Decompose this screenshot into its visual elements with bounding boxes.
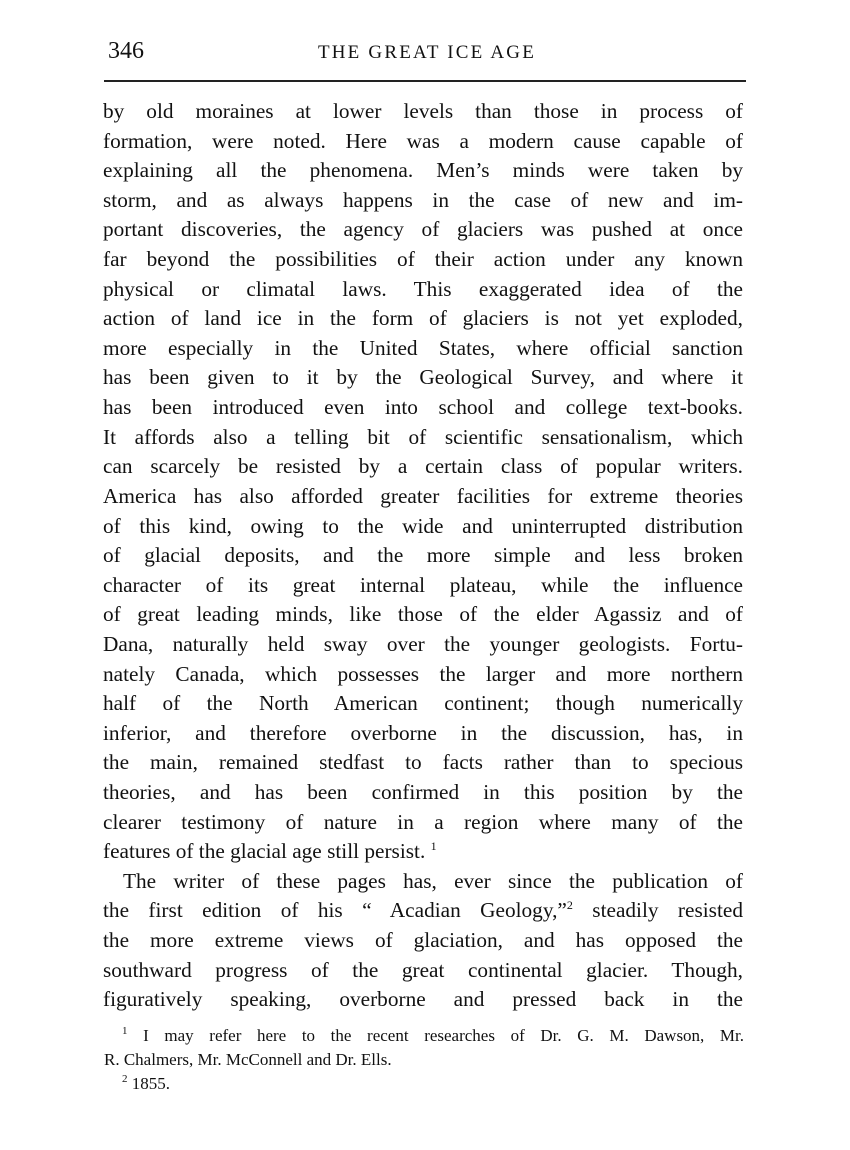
text-line: has been given to it by the Geological Survey, and where it — [103, 365, 743, 390]
text-segment: steadily resisted — [592, 898, 743, 923]
text-line: Dana, naturally held sway over the younger geologists. Fortu- — [103, 631, 743, 656]
page-number: 346 — [108, 38, 144, 64]
page-header — [108, 36, 746, 76]
footnote-marker: 1 — [122, 1025, 128, 1037]
text-line: explaining all the phenomena. Men’s minds were taken by — [103, 158, 743, 183]
text-line: can scarcely be resisted by a certain class of popular writers. — [103, 454, 743, 479]
text-line: the more extreme views of glaciation, and has opposed the — [103, 928, 743, 953]
text-line: has been introduced even into school and college text-books. — [103, 395, 743, 420]
footnotes — [104, 1024, 744, 1096]
running-title: THE GREAT ICE AGE — [317, 42, 537, 63]
footnote-text: I may refer here to the recent researches of Dr. G. M. Dawson, Mr. — [143, 1026, 745, 1045]
text-line: far beyond the possibilities of their action under any known — [103, 247, 743, 272]
text-line: nately Canada, which possesses the larger and more northern — [103, 661, 743, 686]
text-line: of great leading minds, like those of the elder Agassiz and of — [103, 602, 743, 627]
text-line: half of the North American continent; though numerically — [103, 691, 743, 716]
footnote-ref[interactable]: 2 — [566, 898, 573, 913]
footnote-1 — [104, 1024, 744, 1048]
footnote-1-continued: R. Chalmers, Mr. McConnell and Dr. Ells. — [104, 1050, 392, 1069]
text-line: It affords also a telling bit of scientific sensationalism, which — [103, 424, 743, 449]
text-line: clearer testimony of nature in a region where many of the — [103, 809, 743, 834]
body-text — [103, 97, 743, 1015]
text-line — [103, 896, 743, 926]
text-line: more especially in the United States, where official sanction — [103, 335, 743, 360]
text-segment: features of the glacial age still persist. — [103, 839, 426, 864]
text-line: southward progress of the great continental glacier. Though, — [103, 957, 743, 982]
text-line: storm, and as always happens in the case of new and im- — [103, 187, 743, 212]
text-line: portant discoveries, the agency of glaciers was pushed at once — [103, 217, 743, 242]
text-line: of glacial deposits, and the more simple and less broken — [103, 543, 743, 568]
text-line: The writer of these pages has, ever since the publication of — [123, 868, 743, 893]
text-line: physical or climatal laws. This exaggerated idea of the — [103, 276, 743, 301]
header-rule — [104, 80, 746, 82]
text-segment: the first edition of his “ Acadian Geology,” — [103, 898, 567, 923]
text-line: character of its great internal plateau, while the influence — [103, 572, 743, 597]
text-line — [103, 837, 743, 867]
text-line: America has also afforded greater facilities for extreme theories — [103, 483, 743, 508]
text-line: formation, were noted. Here was a modern cause capable of — [103, 128, 743, 153]
text-line: inferior, and therefore overborne in the discussion, has, in — [103, 720, 743, 745]
footnote-ref[interactable]: 1 — [430, 839, 437, 854]
text-line: by old moraines at lower levels than those in process of — [103, 99, 743, 123]
text-line: action of land ice in the form of glaciers is not yet exploded, — [103, 306, 743, 331]
text-line: the main, remained stedfast to facts rather than to specious — [103, 750, 743, 775]
footnote-2 — [104, 1072, 744, 1096]
footnote-text: 1855. — [131, 1074, 170, 1093]
text-line: of this kind, owing to the wide and uninterrupted distribution — [103, 513, 743, 538]
text-line: theories, and has been confirmed in this position by the — [103, 780, 743, 805]
footnote-marker: 2 — [122, 1073, 128, 1085]
text-line: figuratively speaking, overborne and pressed back in the — [103, 987, 743, 1012]
